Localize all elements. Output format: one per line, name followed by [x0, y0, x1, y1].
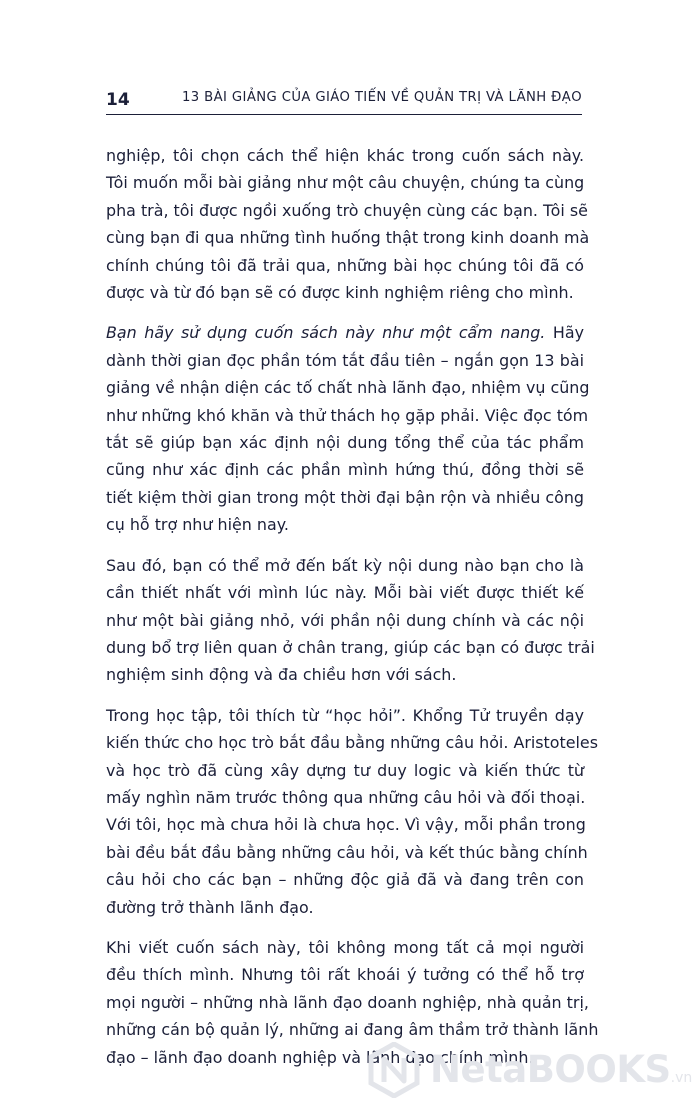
netabooks-watermark: [360, 1036, 693, 1106]
paragraph: [106, 552, 595, 689]
italic-emphasis: Bạn hãy sử dụng cuốn sách này như một cẩm nang.: [106, 323, 546, 343]
body-text: [106, 142, 599, 1067]
text-line: được và từ đó bạn sẽ có được kinh nghiệm riêng cho mình.: [106, 283, 574, 303]
netabooks-logo-icon: [366, 1042, 422, 1098]
text-line: cần thiết nhất với mình lúc này. Mỗi bài viết được thiết kế: [106, 583, 584, 603]
text-line: nghiệp, tôi chọn cách thể hiện khác trong cuốn sách này.: [106, 146, 584, 165]
running-title: 13 BÀI GIẢNG CỦA GIÁO TIẾN VỀ QUẢN TRỊ VÀ LÃNH ĐẠO: [181, 90, 582, 105]
text-line: kiến thức cho học trò bắt đầu bằng những câu hỏi. Aristoteles: [106, 733, 598, 753]
text-line: cụ hỗ trợ như hiện nay.: [106, 515, 289, 535]
text-line: nghiệm sinh động và đa chiều hơn với sách.: [106, 665, 457, 685]
text-line: cũng như xác định các phần mình hứng thú, đồng thời sẽ: [106, 460, 584, 480]
text-line: dành thời gian đọc phần tóm tắt đầu tiên – ngắn gọn 13 bài: [106, 350, 584, 370]
text-line: Sau đó, bạn có thể mở đến bất kỳ nội dung nào bạn cho là: [106, 555, 584, 575]
text-line: bài đều bắt đầu bằng những câu hỏi, và kết thúc bằng chính: [106, 842, 588, 862]
header-divider: [106, 114, 582, 115]
text-line: đều thích mình. Nhưng tôi rất khoái ý tưởng có thể hỗ trợ: [106, 965, 584, 985]
text-line: và học trò đã cùng xây dựng tư duy logic và kiến thức từ: [106, 760, 584, 780]
text-line: Khi viết cuốn sách này, tôi không mong tất cả mọi người: [106, 937, 584, 957]
text-line: như một bài giảng nhỏ, với phần nội dung chính và các nội: [106, 610, 584, 630]
text-line: Trong học tập, tôi thích từ “học hỏi”. Khổng Tử truyền dạy: [106, 705, 584, 725]
watermark-brand: [430, 1048, 692, 1091]
paragraph: [106, 142, 590, 306]
page-header: [106, 78, 582, 118]
paragraph: [106, 319, 590, 538]
text-line: cùng bạn đi qua những tình huống thật trong kinh doanh mà: [106, 228, 590, 248]
text-line: giảng về nhận diện các tố chất nhà lãnh đạo, nhiệm vụ cũng: [106, 378, 590, 398]
text-line: Với tôi, học mà chưa hỏi là chưa học. Vì vậy, mỗi phần trong: [106, 815, 586, 835]
text-line: tiết kiệm thời gian trong một thời đại bận rộn và nhiều công: [106, 487, 584, 507]
text-line: Tôi muốn mỗi bài giảng như một câu chuyện, chúng ta cùng: [106, 173, 585, 193]
text-line: [106, 319, 584, 346]
text-line: dung bổ trợ liên quan ở chân trang, giúp các bạn có được trải: [106, 637, 595, 657]
text-line: đạo – lãnh đạo doanh nghiệp và lãnh đạo chính mình.: [106, 1047, 534, 1067]
text-line: tắt sẽ giúp bạn xác định nội dung tổng thể của tác phẩm: [106, 433, 584, 453]
paragraph: [106, 702, 598, 921]
text-line: chính chúng tôi đã trải qua, những bài học chúng tôi đã có: [106, 255, 584, 275]
text-line: những cán bộ quản lý, những ai đang âm thầm trở thành lãnh: [106, 1020, 599, 1040]
text-line: như những khó khăn và thử thách họ gặp phải. Việc đọc tóm: [106, 405, 589, 425]
text-line: đường trở thành lãnh đạo.: [106, 897, 314, 917]
page-number: 14: [106, 90, 130, 110]
watermark-brand-name: NetaBOOKS: [430, 1048, 671, 1091]
text-fragment: Hãy: [545, 323, 584, 343]
text-line: câu hỏi cho các bạn – những độc giả đã và đang trên con: [106, 870, 584, 890]
text-line: mọi người – những nhà lãnh đạo doanh nghiệp, nhà quản trị,: [106, 992, 589, 1012]
text-line: mấy nghìn năm trước thông qua những câu hỏi và đối thoại.: [106, 787, 586, 807]
text-line: pha trà, tôi được ngồi xuống trò chuyện cùng các bạn. Tôi sẽ: [106, 200, 588, 220]
watermark-domain-suffix: .vn: [670, 1070, 693, 1086]
